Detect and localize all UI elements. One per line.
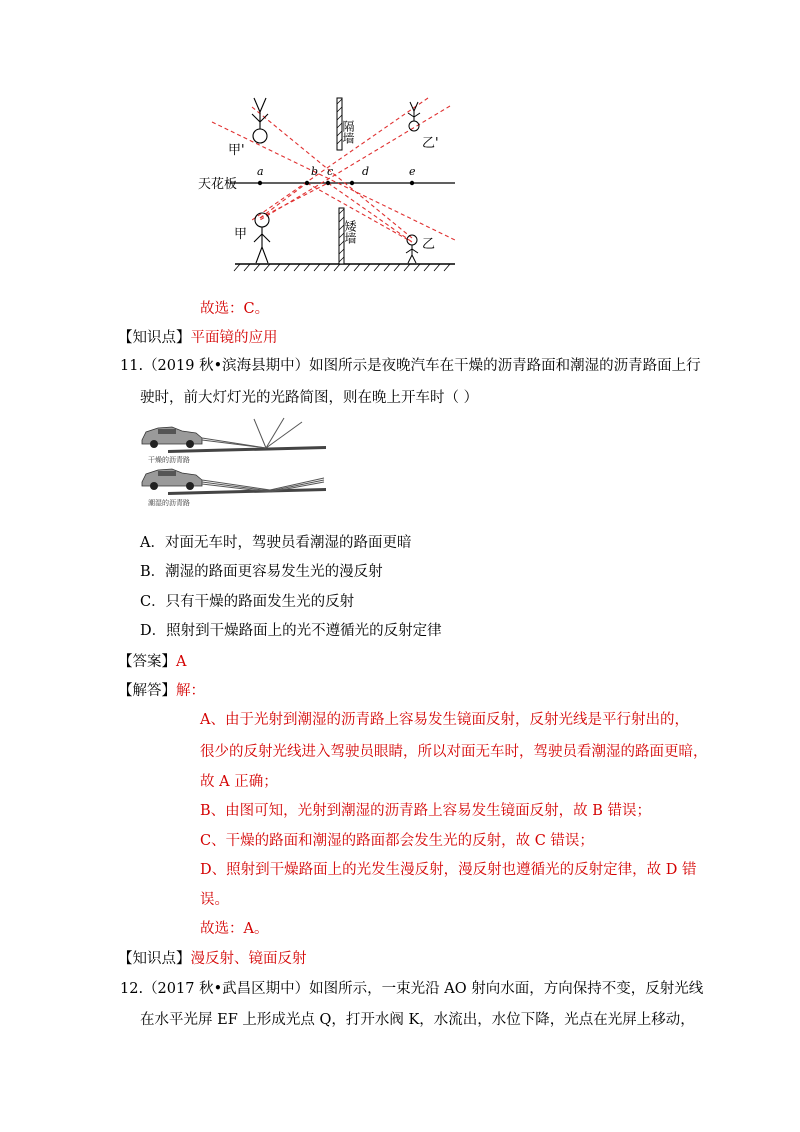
q11-analysis-line: B、由图可知，光射到潮湿的沥青路上容易发生镜面反射，故 B 错误； [200, 803, 652, 819]
q11-source: （2019 秋•滨海县期中） [143, 358, 310, 374]
q11-analysis-line: D、照射到干燥路面上的光发生漫反射，漫反射也遵循光的反射定律，故 D 错 [200, 862, 697, 878]
q12-source: （2017 秋•武昌区期中） [143, 981, 310, 997]
q11-stem-line2: 驶时，前大灯灯光的光路简图，则在晚上开车时（ ） [140, 390, 479, 406]
lower-wall-label: 矮墙 [343, 220, 357, 244]
q11-selection: 故选：A。 [200, 921, 269, 937]
q11-answer-tag: 【答案】 [118, 654, 176, 670]
q11-analysis-head [118, 679, 205, 700]
car-wet-road [142, 469, 202, 490]
q11-analysis-intro: 解： [176, 683, 205, 699]
q11-answer [118, 650, 186, 671]
q10-selection: 故选：C。 [200, 301, 270, 317]
point-c-label: c [327, 165, 334, 178]
q11-option-c: C．只有干燥的路面发生光的反射 [140, 594, 355, 610]
point-a-label: a [257, 165, 264, 178]
q11-analysis-line: 误。 [200, 892, 229, 908]
ceiling-reflection-figure [190, 92, 470, 272]
q10-knowledge-tag: 【知识点】 [118, 330, 191, 346]
q11-analysis-line: 很少的反射光线进入驾驶员眼睛，所以对面无车时，驾驶员看潮湿的路面更暗， [200, 744, 708, 760]
image-yi-figure [408, 102, 420, 131]
q10-knowledge [118, 326, 278, 347]
upper-wall-label: 隔墙 [341, 120, 355, 144]
point-e-label: e [409, 165, 416, 178]
q11-answer-value: A [176, 654, 187, 670]
q11-option-a: A．对面无车时，驾驶员看潮湿的路面更暗 [140, 535, 412, 551]
person-jia-figure [254, 213, 270, 263]
q11-knowledge [118, 947, 307, 968]
person-jia-label: 甲 [234, 227, 248, 242]
q11-knowledge-tag: 【知识点】 [118, 951, 191, 967]
q11-knowledge-text: 漫反射、镜面反射 [190, 951, 307, 967]
q12-stem-line1 [120, 977, 703, 998]
image-jia-figure [252, 98, 268, 143]
point-b-label: b [311, 165, 319, 178]
person-yi-label: 乙 [422, 237, 436, 252]
image-jia-label: 甲' [228, 143, 245, 158]
q12-stem-text1: 如图所示，一束光沿 AO 射向水面，方向保持不变，反射光线 [309, 981, 704, 997]
q12-stem-line2: 在水平光屏 EF 上形成光点 Q，打开水阀 K，水流出，水位下降，光点在光屏上移动， [140, 1012, 695, 1028]
q11-number: 11. [120, 358, 144, 374]
q11-analysis-line: A、由于光射到潮湿的沥青路上容易发生镜面反射，反射光线是平行射出的， [200, 712, 689, 728]
q11-analysis-tag: 【解答】 [118, 683, 176, 699]
q11-analysis-line: 故 A 正确； [200, 774, 278, 790]
q11-option-d: D．照射到干燥路面上的光不遵循光的反射定律 [140, 623, 442, 639]
wet-road-caption: 潮湿的沥青路 [148, 499, 190, 507]
q11-option-b: B．潮湿的路面更容易发生光的漫反射 [140, 564, 383, 580]
q11-stem-line1 [120, 354, 701, 375]
car-dry-road [142, 427, 202, 448]
q12-number: 12. [120, 981, 144, 997]
ceiling-label: 天花板 [198, 177, 238, 192]
headlight-road-figure [138, 414, 333, 514]
point-d-label: d [362, 165, 370, 178]
image-yi-label: 乙' [422, 136, 439, 151]
dry-road-caption: 干燥的沥青路 [148, 456, 190, 464]
q10-knowledge-text: 平面镜的应用 [190, 330, 278, 346]
q11-stem-text1: 如图所示是夜晚汽车在干燥的沥青路面和潮湿的沥青路面上行 [309, 358, 701, 374]
q11-analysis-line: C、干燥的路面和潮湿的路面都会发生光的反射，故 C 错误； [200, 833, 594, 849]
